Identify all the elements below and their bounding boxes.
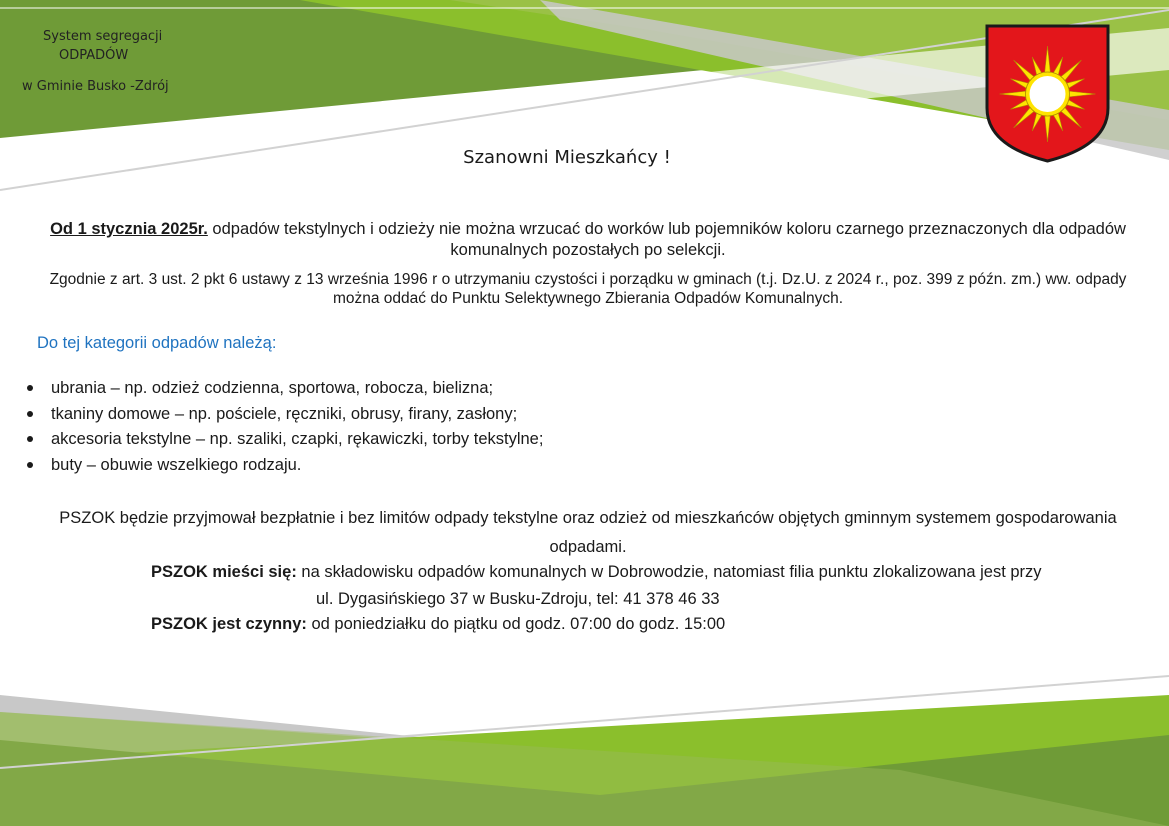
list-item <box>24 453 543 479</box>
category-heading: Do tej kategorii odpadów należą: <box>37 334 277 352</box>
header-line-1: System segregacji <box>43 29 163 44</box>
list-item-text: tkaniny domowe – np. pościele, ręczniki, obrusy, firany, zasłony; <box>51 404 518 423</box>
hours-label: PSZOK jest czynny: <box>151 615 307 633</box>
pszok-location <box>151 559 1136 613</box>
sun-coat-of-arms-icon <box>984 23 1111 163</box>
waste-items-list <box>24 376 543 478</box>
notice-paragraph <box>36 219 1140 261</box>
list-item <box>24 427 543 453</box>
list-item-text: akcesoria tekstylne – np. szaliki, czapki, rękawiczki, torby tekstylne; <box>51 430 544 448</box>
header-line-3: w Gminie Busko -Zdrój <box>22 79 169 94</box>
notice-text: odpadów tekstylnych i odzieży nie można wrzucać do worków lub pojemników koloru czarnego przeznaczonych dla odpadów komunalnych pozostałych po selekcji. <box>207 220 1126 259</box>
list-item-text: ubrania – np. odzież codzienna, sportowa, robocza, bielizna; <box>51 379 494 397</box>
bullet-icon <box>27 385 33 391</box>
pszok-info: PSZOK będzie przyjmował bezpłatnie i bez limitów odpady tekstylne oraz odzież od mieszkańców objętych gminnym systemem gospodarowania odpadami. <box>59 509 1117 556</box>
hours-text: od poniedziałku do piątku od godz. 07:00 do godz. 15:00 <box>306 615 726 633</box>
notice-date: Od 1 stycznia 2025r. <box>50 220 208 238</box>
crest-sun-center <box>1030 76 1066 112</box>
list-item <box>24 402 543 428</box>
bullet-icon <box>27 462 33 468</box>
list-item <box>24 376 543 402</box>
pszok-hours <box>151 612 725 636</box>
header-line-2: ODPADÓW <box>59 48 129 63</box>
location-text-1: na składowisku odpadów komunalnych w Dobrowodzie, natomiast filia punktu zlokalizowana jest przy <box>296 563 1042 581</box>
page-title: Szanowni Mieszkańcy ! <box>463 147 671 168</box>
bullet-icon <box>27 436 33 442</box>
legal-paragraph: Zgodnie z art. 3 ust. 2 pkt 6 ustawy z 13 września 1996 r o utrzymaniu czystości i porządku w gminach (t.j. Dz.U. z 2024 r., poz. 399 z późn. zm.) ww. odpady można oddać do Punktu Selektywnego Zbierania Odpadów Komunalnych. <box>49 271 1127 307</box>
location-text-2: ul. Dygasińskiego 37 w Busku-Zdroju, tel: 41 378 46 33 <box>316 590 720 608</box>
bullet-icon <box>27 411 33 417</box>
location-label: PSZOK mieści się: <box>151 563 297 581</box>
list-item-text: buty – obuwie wszelkiego rodzaju. <box>51 455 302 474</box>
